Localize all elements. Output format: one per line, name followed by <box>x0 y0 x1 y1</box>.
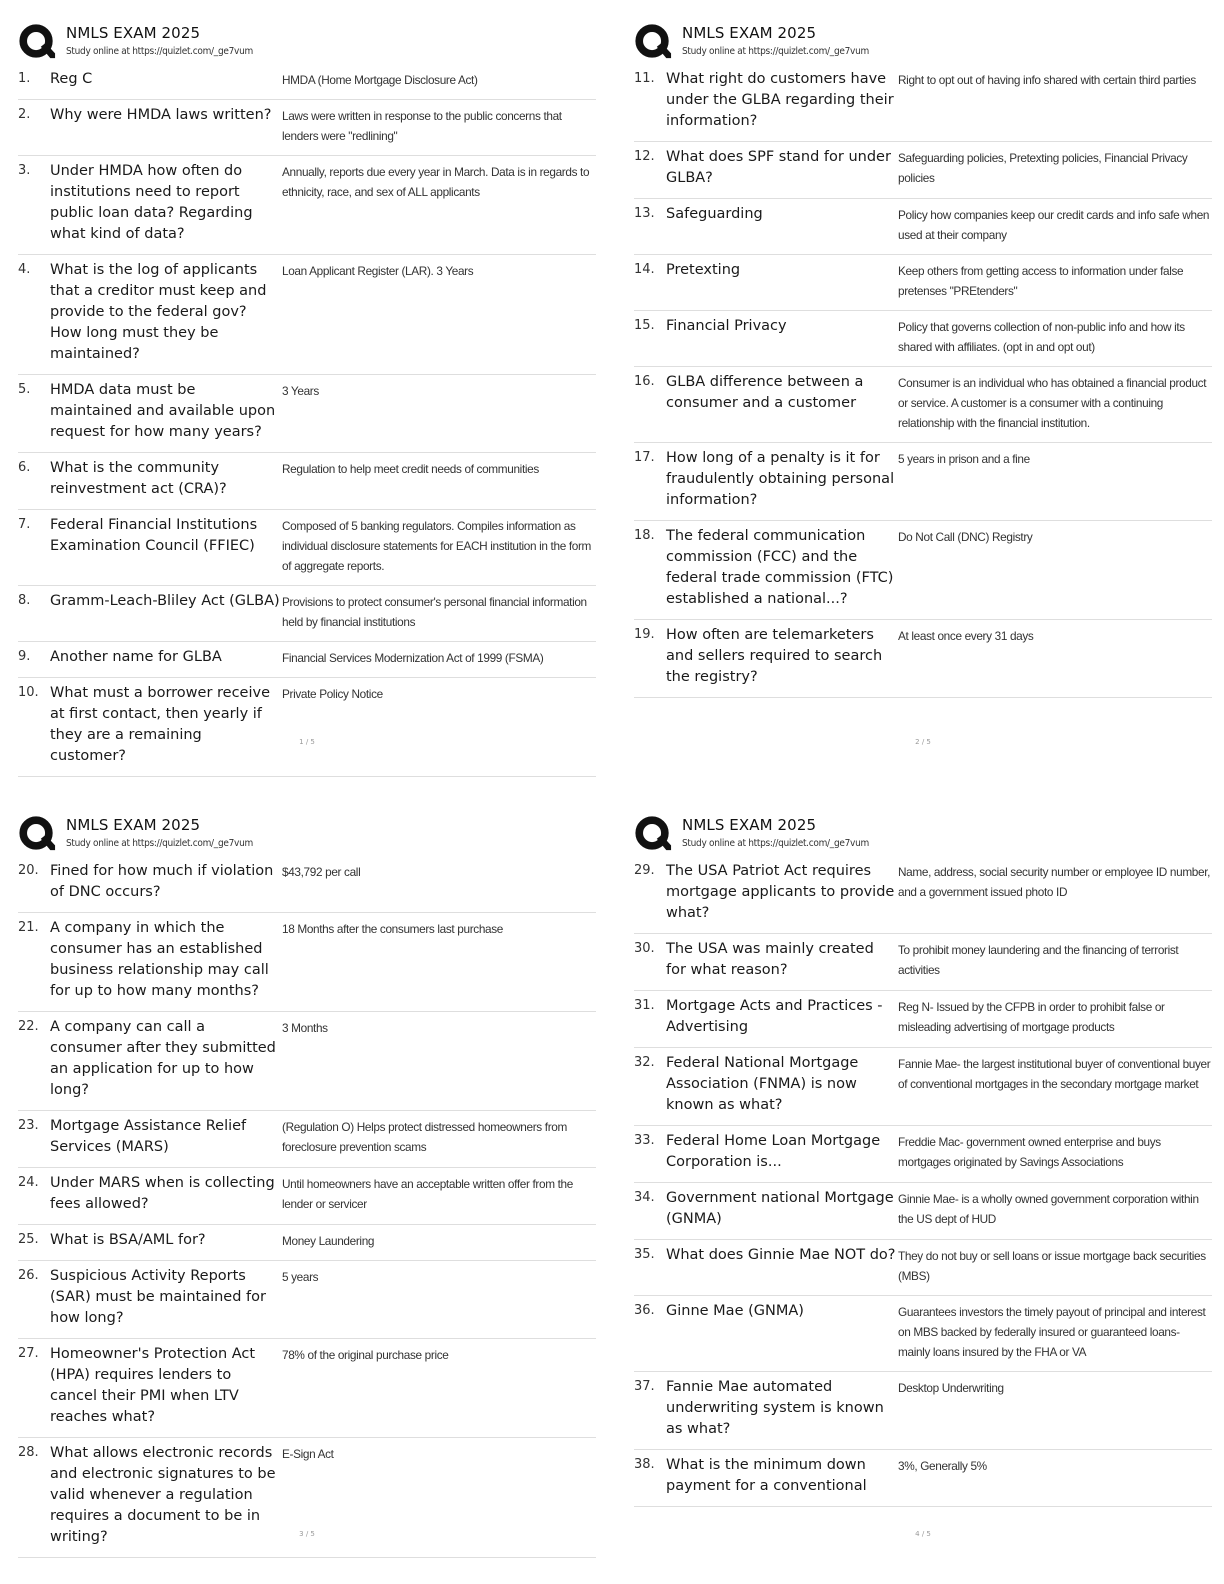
flashcard-row <box>634 443 1212 521</box>
card-term: Fined for how much if violation of DNC occurs? <box>50 863 274 900</box>
flashcard-list <box>18 856 596 1558</box>
card-definition: Fannie Mae- the largest institutional buyer of conventional buyer of conventional mortgages in the secondary mortgage market <box>898 1057 1211 1091</box>
card-definition: 5 years <box>282 1270 319 1284</box>
card-term: A company in which the consumer has an established business relationship may call for up to how many months? <box>50 920 269 999</box>
card-term: What does Ginnie Mae NOT do? <box>666 1247 896 1263</box>
card-number: 12. <box>634 149 655 164</box>
card-term: Why were HMDA laws written? <box>50 107 272 123</box>
flashcard-row <box>18 913 596 1012</box>
card-term: What does SPF stand for under GLBA? <box>666 149 891 186</box>
card-definition: Reg N- Issued by the CFPB in order to prohibit false or misleading advertising of mortgage products <box>898 1000 1165 1034</box>
flashcard-row <box>18 678 596 777</box>
card-definition: Consumer is an individual who has obtained a financial product or service. A customer is a consumer with a continuing relationship with the financial institution. <box>898 376 1207 430</box>
card-number: 11. <box>634 71 655 86</box>
card-number: 9. <box>18 649 31 664</box>
card-number: 6. <box>18 460 31 475</box>
flashcard-row <box>634 856 1212 934</box>
card-definition: Guarantees investors the timely payout of principal and interest on MBS backed by federally insured or guaranteed loans- mainly loans insured by the FHA or VA <box>898 1305 1206 1359</box>
flashcard-list <box>18 64 596 777</box>
card-number: 28. <box>18 1445 39 1460</box>
card-number: 5. <box>18 382 31 397</box>
card-number: 32. <box>634 1055 655 1070</box>
flashcard-row <box>18 1225 596 1261</box>
card-definition: E-Sign Act <box>282 1447 334 1461</box>
card-term: The federal communication commission (FCC) and the federal trade commission (FTC) established a national...? <box>666 528 894 607</box>
card-number: 3. <box>18 163 31 178</box>
card-number: 7. <box>18 517 31 532</box>
flashcard-row <box>18 642 596 678</box>
card-term: How often are telemarketers and sellers required to search the registry? <box>666 627 883 685</box>
card-number: 30. <box>634 941 655 956</box>
flashcard-row <box>634 620 1212 698</box>
card-term: GLBA difference between a consumer and a customer <box>666 374 864 411</box>
card-definition: $43,792 per call <box>282 865 361 879</box>
flashcard-row <box>18 1339 596 1438</box>
card-number: 26. <box>18 1268 39 1283</box>
card-term: Under HMDA how often do institutions need to report public loan data? Regarding what kind of data? <box>50 163 253 242</box>
card-term: How long of a penalty is it for fraudulently obtaining personal information? <box>666 450 895 508</box>
card-definition: Money Laundering <box>282 1234 375 1248</box>
flashcard-row <box>18 64 596 100</box>
card-number: 22. <box>18 1019 39 1034</box>
card-term: Reg C <box>50 71 93 87</box>
card-definition: Until homeowners have an acceptable written offer from the lender or servicer <box>282 1177 573 1211</box>
card-term: Another name for GLBA <box>50 649 222 665</box>
flashcard-row <box>634 1183 1212 1240</box>
card-number: 18. <box>634 528 655 543</box>
flashcard-row <box>18 453 596 510</box>
doc-subtitle-link[interactable]: Study online at https://quizlet.com/_ge7vum <box>66 46 253 57</box>
card-number: 19. <box>634 627 655 642</box>
card-term: What must a borrower receive at first contact, then yearly if they are a remaining customer? <box>50 685 270 764</box>
card-definition: Loan Applicant Register (LAR). 3 Years <box>282 264 474 278</box>
flashcard-row <box>18 856 596 913</box>
flashcard-row <box>634 1296 1212 1372</box>
flashcard-row <box>18 100 596 156</box>
card-definition: Ginnie Mae- is a wholly owned government corporation within the US dept of HUD <box>898 1192 1199 1226</box>
quizlet-logo-icon <box>634 23 672 61</box>
card-definition: Name, address, social security number or employee ID number, and a government issued photo ID <box>898 865 1211 899</box>
card-term: A company can call a consumer after they submitted an application for up to how long? <box>50 1019 276 1098</box>
doc-title: NMLS EXAM 2025 <box>682 24 817 42</box>
card-definition: Annually, reports due every year in March. Data is in regards to ethnicity, race, and sex of ALL applicants <box>282 165 590 199</box>
page-number: 2 / 5 <box>915 738 931 746</box>
card-number: 35. <box>634 1247 655 1262</box>
card-term: Federal Financial Institutions Examination Council (FFIEC) <box>50 517 258 554</box>
doc-title: NMLS EXAM 2025 <box>66 24 201 42</box>
flashcard-row <box>18 586 596 642</box>
flashcard-list <box>634 64 1212 698</box>
flashcard-row <box>634 367 1212 443</box>
card-definition: Laws were written in response to the public concerns that lenders were "redlining" <box>282 109 562 143</box>
card-number: 14. <box>634 262 655 277</box>
card-term: Mortgage Assistance Relief Services (MARS) <box>50 1118 247 1155</box>
page-number: 3 / 5 <box>299 1530 315 1538</box>
card-definition: 3 Months <box>282 1021 328 1035</box>
card-definition: Right to opt out of having info shared with certain third parties <box>898 73 1196 87</box>
card-number: 10. <box>18 685 39 700</box>
card-term: Homeowner's Protection Act (HPA) requires lenders to cancel their PMI when LTV reaches what? <box>50 1346 256 1425</box>
card-definition: 18 Months after the consumers last purchase <box>282 922 504 936</box>
card-definition: 3 Years <box>282 384 319 398</box>
flashcard-row <box>18 1012 596 1111</box>
doc-subtitle-link[interactable]: Study online at https://quizlet.com/_ge7vum <box>682 46 869 57</box>
page-number: 4 / 5 <box>915 1530 931 1538</box>
flashcard-row <box>18 375 596 453</box>
page-header <box>634 812 1212 856</box>
card-number: 31. <box>634 998 655 1013</box>
flashcard-row <box>18 510 596 586</box>
flashcard-row <box>634 1126 1212 1183</box>
card-definition: 5 years in prison and a fine <box>898 452 1030 466</box>
card-term: Pretexting <box>666 262 741 278</box>
card-definition: Desktop Underwriting <box>898 1381 1004 1395</box>
page-2 <box>634 0 1212 760</box>
card-term: HMDA data must be maintained and available upon request for how many years? <box>50 382 276 440</box>
card-term: Financial Privacy <box>666 318 787 334</box>
doc-title: NMLS EXAM 2025 <box>682 816 817 834</box>
card-term: Federal Home Loan Mortgage Corporation is... <box>666 1133 881 1170</box>
card-number: 37. <box>634 1379 655 1394</box>
flashcard-row <box>634 1450 1212 1507</box>
card-definition: Composed of 5 banking regulators. Compiles information as individual disclosure statements for EACH institution in the form of aggregate reports. <box>282 519 592 573</box>
card-number: 16. <box>634 374 655 389</box>
flashcard-row <box>18 156 596 255</box>
page-header <box>18 812 596 856</box>
card-definition: Freddie Mac- government owned enterprise and buys mortgages originated by Savings Associations <box>898 1135 1161 1169</box>
card-definition: To prohibit money laundering and the financing of terrorist activities <box>898 943 1179 977</box>
card-number: 36. <box>634 1303 655 1318</box>
card-number: 1. <box>18 71 31 86</box>
card-term: Ginne Mae (GNMA) <box>666 1303 804 1319</box>
flashcard-row <box>634 1240 1212 1296</box>
flashcard-row <box>634 255 1212 311</box>
card-number: 23. <box>18 1118 39 1133</box>
card-number: 13. <box>634 206 655 221</box>
card-term: The USA Patriot Act requires mortgage applicants to provide what? <box>666 863 895 921</box>
card-definition: HMDA (Home Mortgage Disclosure Act) <box>282 73 478 87</box>
card-number: 8. <box>18 593 31 608</box>
flashcard-row <box>634 991 1212 1048</box>
doc-subtitle-link[interactable]: Study online at https://quizlet.com/_ge7vum <box>66 838 253 849</box>
card-term: What is the log of applicants that a creditor must keep and provide to the federal gov? How long must they be maintained? <box>50 262 267 362</box>
card-number: 38. <box>634 1457 655 1472</box>
flashcard-row <box>634 1048 1212 1126</box>
card-term: What right do customers have under the GLBA regarding their information? <box>666 71 894 129</box>
flashcard-row <box>634 64 1212 142</box>
card-term: Under MARS when is collecting fees allowed? <box>50 1175 275 1212</box>
card-term: Gramm-Leach-Bliley Act (GLBA) <box>50 593 280 609</box>
card-number: 27. <box>18 1346 39 1361</box>
flashcard-row <box>18 1438 596 1558</box>
doc-title: NMLS EXAM 2025 <box>66 816 201 834</box>
card-definition: At least once every 31 days <box>898 629 1034 643</box>
card-definition: Policy how companies keep our credit cards and info safe when used at their company <box>898 208 1210 242</box>
quizlet-logo-icon <box>18 815 56 853</box>
card-number: 25. <box>18 1232 39 1247</box>
card-definition: They do not buy or sell loans or issue mortgage back securities (MBS) <box>898 1249 1206 1283</box>
card-number: 34. <box>634 1190 655 1205</box>
card-number: 17. <box>634 450 655 465</box>
card-definition: Keep others from getting access to information under false pretenses "PREtenders" <box>898 264 1184 298</box>
flashcard-row <box>18 1168 596 1225</box>
page-header <box>634 20 1212 64</box>
flashcard-row <box>18 255 596 375</box>
flashcard-row <box>634 934 1212 991</box>
card-definition: Private Policy Notice <box>282 687 383 701</box>
page-header <box>18 20 596 64</box>
page-number: 1 / 5 <box>299 738 315 746</box>
card-number: 24. <box>18 1175 39 1190</box>
card-term: What allows electronic records and electronic signatures to be valid whenever a regulation requires a document to be in writing? <box>50 1445 276 1545</box>
flashcard-row <box>18 1111 596 1168</box>
flashcard-list <box>634 856 1212 1507</box>
card-term: What is the community reinvestment act (CRA)? <box>50 460 227 497</box>
card-definition: Financial Services Modernization Act of 1999 (FSMA) <box>282 651 544 665</box>
card-term: Safeguarding <box>666 206 763 222</box>
page-3 <box>18 792 596 1552</box>
card-term: Government national Mortgage (GNMA) <box>666 1190 894 1227</box>
card-number: 2. <box>18 107 31 122</box>
card-definition: Policy that governs collection of non-public info and how its shared with affiliates. (opt in and opt out) <box>898 320 1185 354</box>
card-definition: Provisions to protect consumer's personal financial information held by financial institutions <box>282 595 587 629</box>
flashcard-row <box>634 1372 1212 1450</box>
card-definition: 3%, Generally 5% <box>898 1459 987 1473</box>
flashcard-row <box>634 311 1212 367</box>
card-term: Suspicious Activity Reports (SAR) must be maintained for how long? <box>50 1268 266 1326</box>
doc-subtitle-link[interactable]: Study online at https://quizlet.com/_ge7vum <box>682 838 869 849</box>
page-1 <box>18 0 596 764</box>
card-number: 29. <box>634 863 655 878</box>
card-number: 21. <box>18 920 39 935</box>
flashcard-row <box>634 199 1212 255</box>
page-4 <box>634 792 1212 1552</box>
card-definition: Safeguarding policies, Pretexting policies, Financial Privacy policies <box>898 151 1188 185</box>
card-definition: Do Not Call (DNC) Registry <box>898 530 1033 544</box>
card-term: Federal National Mortgage Association (FNMA) is now known as what? <box>666 1055 859 1113</box>
card-term: The USA was mainly created for what reason? <box>666 941 874 978</box>
card-term: What is BSA/AML for? <box>50 1232 206 1248</box>
card-number: 33. <box>634 1133 655 1148</box>
quizlet-logo-icon <box>634 815 672 853</box>
flashcard-row <box>634 521 1212 620</box>
card-definition: Regulation to help meet credit needs of communities <box>282 462 539 476</box>
flashcard-row <box>18 1261 596 1339</box>
card-number: 20. <box>18 863 39 878</box>
card-definition: (Regulation O) Helps protect distressed homeowners from foreclosure prevention scams <box>282 1120 567 1154</box>
card-number: 4. <box>18 262 31 277</box>
card-number: 15. <box>634 318 655 333</box>
quizlet-logo-icon <box>18 23 56 61</box>
card-term: Mortgage Acts and Practices - Advertising <box>666 998 883 1035</box>
flashcard-row <box>634 142 1212 199</box>
card-definition: 78% of the original purchase price <box>282 1348 449 1362</box>
card-term: Fannie Mae automated underwriting system is known as what? <box>666 1379 884 1437</box>
card-term: What is the minimum down payment for a conventional <box>666 1457 867 1494</box>
